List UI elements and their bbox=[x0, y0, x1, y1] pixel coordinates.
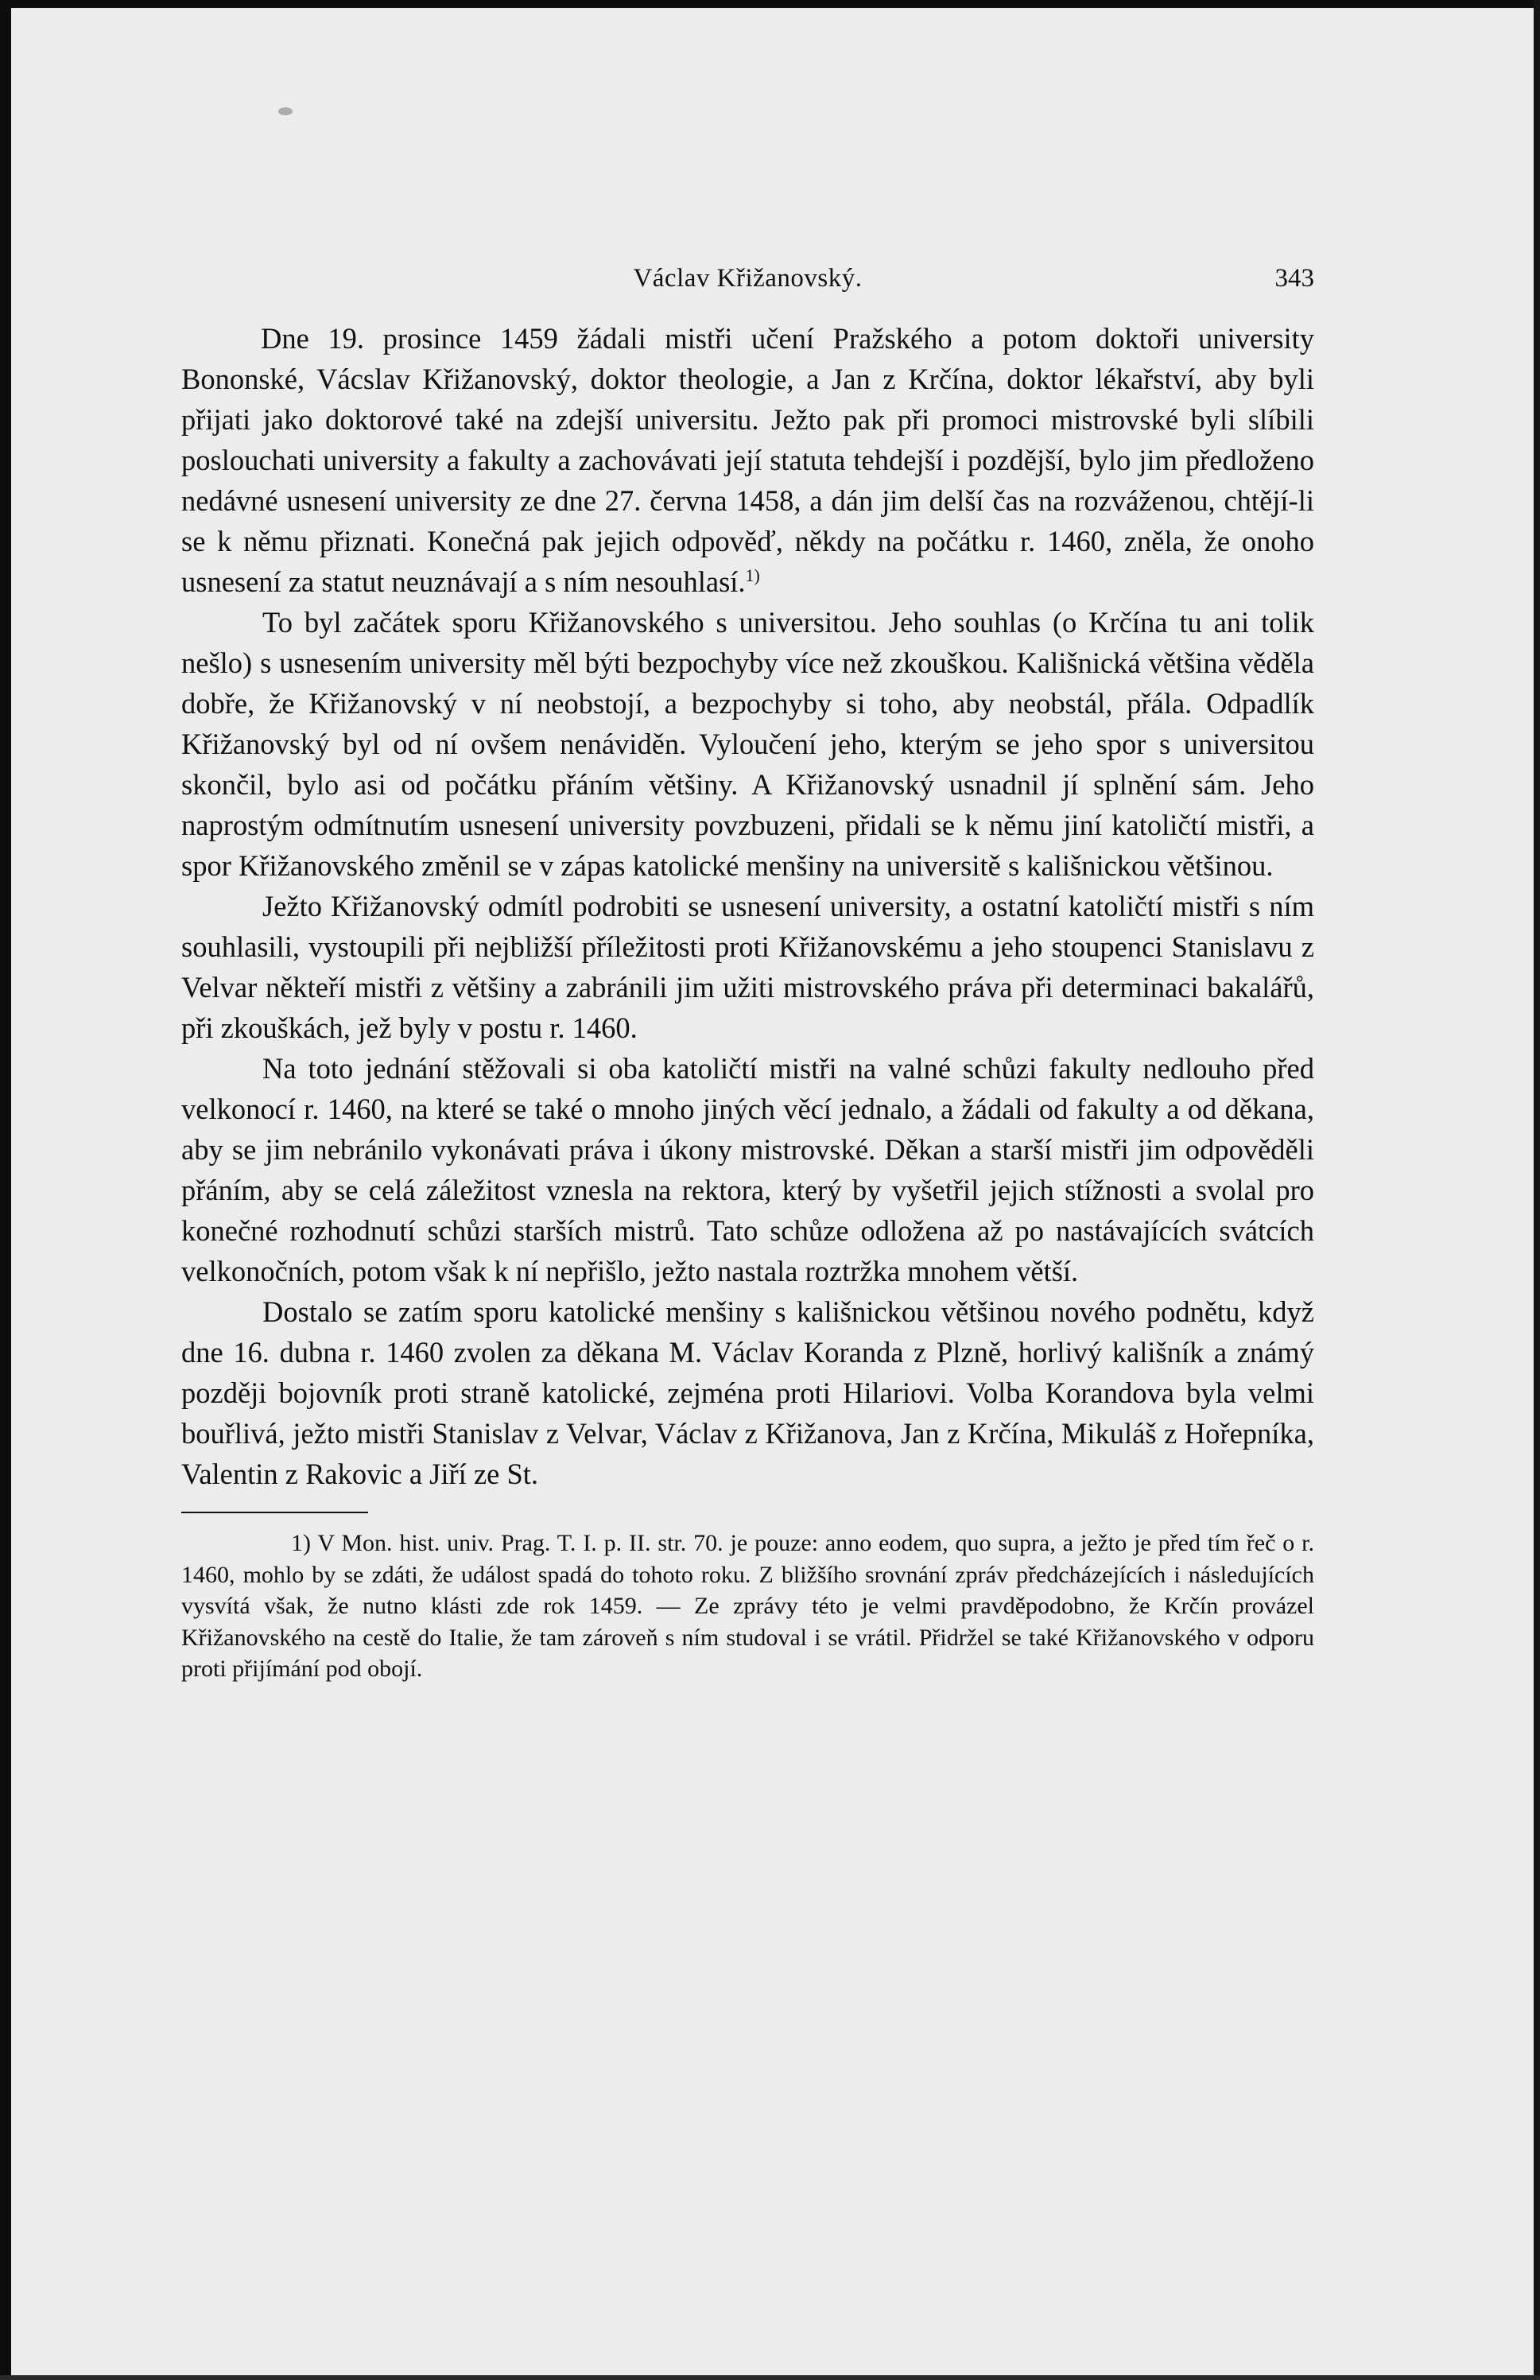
scan-edge-top bbox=[0, 0, 1540, 8]
text-column bbox=[181, 264, 1314, 1685]
footnote-rule bbox=[181, 1512, 368, 1513]
running-head bbox=[181, 264, 1314, 305]
paragraph-2: To byl začátek sporu Křižanovského s universitou. Jeho souhlas (o Krčína tu ani tolik nešlo) s usnesením university měl býti bezpochyby více než zkouškou. Kališnická většina věděla dobře, že Křižanovský v ní neobstojí, a bezpochyby si toho, aby neobstál, přála. Odpadlík Křižanovský byl od ní ovšem nenáviděn. Vyloučení jeho, kterým se jeho spor s universitou skončil, bylo asi od počátku přáním většiny. A Křižanovský usnadnil jí splnění sám. Jeho naprostým odmítnutím usnesení university povzbuzeni, přidali se k němu jiní katoličtí mistři, a spor Křižanovského změnil se v zápas katolické menšiny na universitě s kališnickou většinou. bbox=[181, 606, 1314, 882]
scan-edge-right bbox=[1534, 0, 1540, 2380]
scan-edge-bottom bbox=[0, 2375, 1540, 2380]
footnote bbox=[181, 1528, 1314, 1685]
paragraph-5: Dostalo se zatím sporu katolické menšiny s kališnickou většinou nového podnětu, když dne 16. dubna r. 1460 zvolen za děkana M. Václav Koranda z Plzně, horlivý kališník a známý později bojovník proti straně katolické, zejména proti Hilariovi. Volba Korandova byla velmi bouřlivá, ježto mistři Stanislav z Velvar, Václav z Křižanova, Jan z Krčína, Mikuláš z Hořepníka, Valentin z Rakovic a Jiří ze St. bbox=[181, 1295, 1314, 1490]
footnote-marker: 1) bbox=[291, 1530, 311, 1556]
paragraph-1-text: Dne 19. prosince 1459 žádali mistři učení Pražského a potom doktoři university Bononské, Vácslav Křižanovský, doktor theologie, a Jan z Krčína, doktor lékařství, aby byli přijati jako doktorové také na zdejší universitu. Ježto pak při promoci mistrovské byli slíbili poslouchati university a fakulty a zachovávati její statuta tehdejší i pozdější, bylo jim předloženo nedávné usnesení university ze dne 27. června 1458, a dán jim delší čas na rozváženou, chtějí-li se k němu přiznati. Konečná pak jejich odpověď, někdy na počátku r. 1460, zněla, že onoho usnesení za statut neuznávají a s ním nesouhlasí. bbox=[181, 322, 1314, 598]
body-text bbox=[181, 318, 1314, 1494]
footnote-reference: 1) bbox=[745, 565, 760, 585]
paragraph-4: Na toto jednání stěžovali si oba katoličtí mistři na valné schůzi fakulty nedlouho před velkonocí r. 1460, na které se také o mnoho jiných věcí jednalo, a žádali od fakulty a od děkana, aby se jim nebránilo vykonávati práva i úkony mistrovské. Děkan a starší mistři jim odpověděli přáním, aby se celá záležitost vznesla na rektora, který by vyšetřil jejich stížnosti a svolal pro konečné rozhodnutí schůzi starších mistrů. Tato schůze odložena až po nastávajících svátcích velkonočních, potom však k ní nepřišlo, ježto nastala roztržka mnohem větší. bbox=[181, 1052, 1314, 1287]
scan-edge-left bbox=[0, 0, 11, 2380]
scan-smudge bbox=[278, 107, 293, 115]
paragraph-1 bbox=[181, 318, 1314, 602]
running-head-title: Václav Křižanovský. bbox=[633, 264, 863, 293]
paragraph-3: Ježto Křižanovský odmítl podrobiti se usnesení university, a ostatní katoličtí mistři s ním souhlasili, vystoupili při nejbližší příležitosti proti Křižanovskému a jeho stoupenci Stanislavu z Velvar někteří mistři z většiny a zabránili jim užiti mistrovského práva při determinaci bakalářů, při zkouškách, jež byly v postu r. 1460. bbox=[181, 890, 1314, 1044]
footnote-text: V Mon. hist. univ. Prag. T. I. p. II. str. 70. je pouze: anno eodem, quo supra, a ježto je před tím řeč o r. 1460, mohlo by se zdáti, že událost spadá do tohoto roku. Z bližšího srovnání zpráv předcházejících i následujících vysvítá však, že nutno klásti zde rok 1459. — Ze zprávy této je velmi pravděpodobno, že Krčín provázel Křižanovského na cestě do Italie, že tam zároveň s ním studoval i se vrátil. Přidržel se také Křižanovského v odporu proti přijímání pod obojí. bbox=[181, 1530, 1314, 1682]
page-number: 343 bbox=[1274, 264, 1314, 293]
